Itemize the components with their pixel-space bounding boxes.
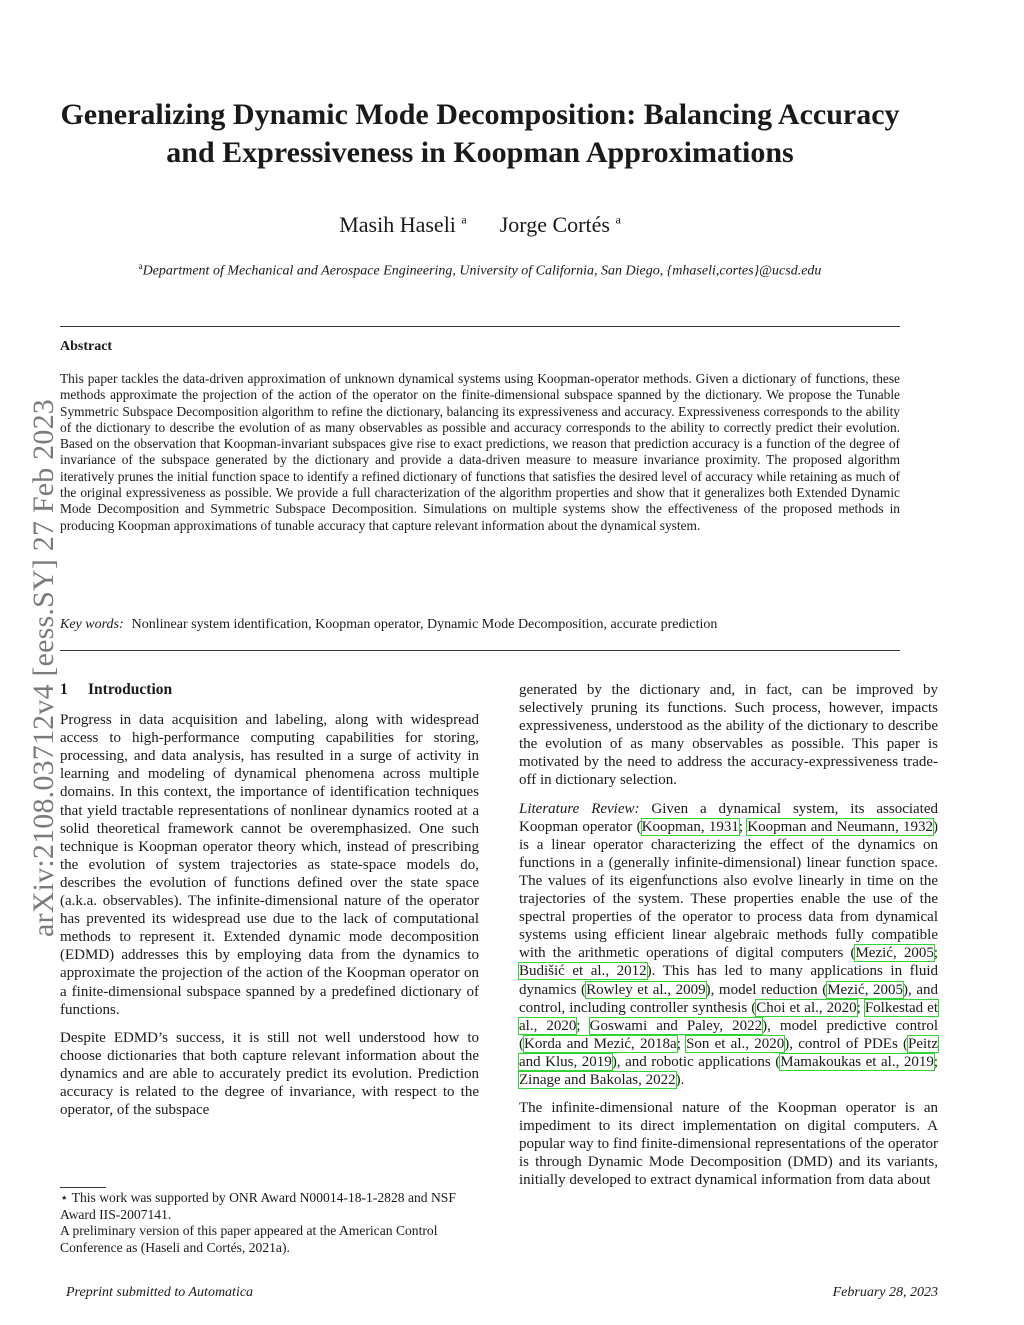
footer-date: February 28, 2023 xyxy=(832,1285,938,1300)
citation-link[interactable]: Mezić, 2005 xyxy=(855,945,934,962)
section-heading xyxy=(60,681,479,699)
citation-link[interactable]: Budišić et al., 2012 xyxy=(519,963,647,980)
section-title: Introduction xyxy=(88,681,173,698)
citation-link[interactable]: Korda and Mezić, 2018a xyxy=(524,1035,677,1052)
intro-paragraph-1: Progress in data acquisition and labeling, along with widespread access to high-performance computing capabilities for storing, processing, and data analysis, has resulted in a surge of activity in learning and modeling of dynamical phenomena across multiple domains. In this context, the importance of identification techniques that yield tractable representations of nonlinear dynamics rooted at a solid theoretical framework cannot be overemphasized. One such technique is Koopman operator theory which, instead of prescribing the evolution of system trajectories as state-space models do, describes the evolution of functions defined over the state space (a.k.a. observables). The infinite-dimensional nature of the operator has prevented its widespread use due to the lack of computational methods to represent it. Extended dynamic mode decomposition (EDMD) addresses this by employing data from the dynamics to approximate the projection of the action of the Koopman operator on a finite-dimensional subspace spanned by a predefined dictionary of functions. xyxy=(60,712,479,1018)
citation-link[interactable]: Son et al., 2020 xyxy=(686,1035,785,1052)
text-run: ), control of PDEs ( xyxy=(784,1035,909,1052)
text-run: ), and control, including controller synthesis ( xyxy=(519,981,939,1016)
intro-paragraph-2: Despite EDMD’s success, it is still not well understood how to choose dictionaries that both capture relevant information about the dynamics and are able to accurately predict its evolution. Prediction accuracy is related to the degree of invariance, with respect to the operator, of the subspace xyxy=(60,1029,479,1119)
literature-review-label: Literature Review: xyxy=(519,800,640,817)
funding-footnote-text: This work was supported by ONR Award N00014-18-1-2828 and NSF Award IIS-2007141. xyxy=(60,1190,456,1222)
keywords xyxy=(60,617,900,633)
keywords-label: Key words: xyxy=(60,617,124,632)
text-run: ). xyxy=(675,1071,685,1088)
intro-paragraph-3: generated by the dictionary and, in fact, can be improved by selectively pruning its functions. Such process, however, impacts expressiveness, understood as the ability of the dictionary to describe the evolution of as many observables as possible. This paper is motivated by the need to address the accuracy-expressiveness trade-off in dictionary selection. xyxy=(519,682,938,789)
text-run: ), model predictive control ( xyxy=(519,1017,938,1052)
affiliation xyxy=(60,261,900,280)
abstract-top-rule xyxy=(60,326,900,327)
citation-link[interactable]: Koopman and Neumann, 1932 xyxy=(747,818,933,835)
footnotes xyxy=(60,1190,479,1256)
footnote-rule xyxy=(60,1187,106,1188)
author-affiliation-mark: a xyxy=(461,212,467,227)
section-number: 1 xyxy=(60,681,68,698)
citation-link[interactable]: Goswami and Paley, 2022 xyxy=(589,1017,763,1034)
citation-link[interactable]: Mezić, 2005 xyxy=(827,981,904,998)
citation-link[interactable]: Folkestad et al., 2020 xyxy=(519,999,938,1034)
text-run: Given a dynamical system, its associated Koopman operator ( xyxy=(519,800,938,835)
keywords-text: Nonlinear system identification, Koopman operator, Dynamic Mode Decomposition, accurate prediction xyxy=(131,617,718,632)
author-list xyxy=(60,212,900,238)
arxiv-identifier-text: arXiv:2108.03712v4 [eess.SY] 27 Feb 2023 xyxy=(27,399,60,937)
footer-journal: Preprint submitted to Automatica xyxy=(66,1285,254,1300)
author-name: Masih Haseli xyxy=(339,212,456,237)
left-column xyxy=(60,681,479,1129)
citation-link[interactable]: Zinage and Bakolas, 2022 xyxy=(519,1071,676,1088)
right-column xyxy=(519,681,938,1200)
text-run: ). This has led to many applications in fluid dynamics ( xyxy=(519,963,938,998)
text-run: ) is a linear operator characterizing the effect of the dynamics on functions in a (generally infinite-dimensional) linear function space. The values of its eigenfunctions also evolve linearly in time on the trajectories of the system. These properties enable the use of the spectral properties of the operator to process data from dynamical systems using efficient linear algebraic methods fully compatible with the arithmetic operations of digital computers ( xyxy=(519,818,938,962)
citation-link[interactable]: Koopman, 1931 xyxy=(641,818,739,835)
text-run: ), model reduction ( xyxy=(705,981,828,998)
affiliation-text: Department of Mechanical and Aerospace Engineering, University of California, San Diego, {mhaseli,cortes}@ucsd.edu xyxy=(142,263,822,279)
citation-link[interactable]: Peitz and Klus, 2019 xyxy=(519,1035,939,1070)
intro-paragraph-4: The infinite-dimensional nature of the Koopman operator is an impediment to its direct implementation on digital computers. A popular way to find finite-dimensional representations of the operator is through Dynamic Mode Decomposition (DMD) and its variants, initially developed to extract dynamical information from data about xyxy=(519,1100,938,1189)
preliminary-version-footnote: A preliminary version of this paper appeared at the American Control Conference as (Haseli and Cortés, 2021a). xyxy=(60,1223,438,1255)
citation-link[interactable]: Mamakoukas et al., 2019 xyxy=(780,1053,934,1070)
author-name: Jorge Cortés xyxy=(499,212,610,237)
author-affiliation-mark: a xyxy=(615,212,621,227)
abstract-body: This paper tackles the data-driven approximation of unknown dynamical systems using Koopman-operator methods. Given a dictionary of functions, these methods approximate the projection of the action of the operator on the finite-dimensional subspace spanned by the dictionary. We propose the Tunable Symmetric Subspace Decomposition algorithm to refine the dictionary, balancing its expressiveness and accuracy. Expressiveness corresponds to the ability of the dictionary to describe the evolution of as many observables as possible and accuracy corresponds to the ability to correctly predict their evolution. Based on the observation that Koopman-invariant subspaces give rise to exact predictions, we reason that prediction accuracy is a function of the degree of invariance of the subspace generated by the dictionary and provide a data-driven measure to measure invariance proximity. The proposed algorithm iteratively prunes the initial function space to identify a refined dictionary of functions that satisfies the desired level of accuracy while retaining as much of the original expressiveness as possible. We provide a full characterization of the algorithm properties and show that it generalizes both Extended Dynamic Mode Decomposition and Symmetric Subspace Decomposition. Simulations on multiple systems show the effectiveness of the proposed methods in producing Koopman approximations of tunable accuracy that capture relevant information about the dynamical system. xyxy=(60,371,900,533)
citation-link[interactable]: Choi et al., 2020 xyxy=(756,999,857,1016)
footnote-star-icon: ⋆ xyxy=(60,1190,69,1205)
citation-link[interactable]: Rowley et al., 2009 xyxy=(586,981,706,998)
text-run: ), and robotic applications ( xyxy=(611,1053,781,1070)
abstract-bottom-rule xyxy=(60,650,900,651)
funding-footnote xyxy=(60,1190,479,1223)
literature-review-paragraph: Literature Review: Given a dynamical system, its associated Koopman operator (Koopman, 1931; Koopman and Neumann, 1932) is a linear operator characterizing the effect of the dynamics on functions in a (generally infinite-dimensional) linear function space. The values of its eigenfunctions also evolve linearly in time on the trajectories of the system. These properties enable the use of the spectral properties of the operator to process data from dynamical systems using efficient linear algebraic methods fully compatible with the arithmetic operations of digital computers (Mezić, 2005; Budišić et al., 2012). This has led to many applications in fluid dynamics (Rowley et al., 2009), model reduction (Mezić, 2005), and control, including controller synthesis (Choi et al., 2020; Folkestad et al., 2020; Goswami and Paley, 2022), model predictive control (Korda and Mezić, 2018a; Son et al., 2020), control of PDEs (Peitz and Klus, 2019), and robotic applications (Mamakoukas et al., 2019; Zinage and Bakolas, 2022). xyxy=(519,800,939,1088)
paper-title: Generalizing Dynamic Mode Decomposition: Balancing Accuracy and Expressiveness in Koopman Approximations xyxy=(60,98,900,169)
abstract-heading: Abstract xyxy=(60,339,113,354)
affiliation-mark: a xyxy=(138,261,143,271)
